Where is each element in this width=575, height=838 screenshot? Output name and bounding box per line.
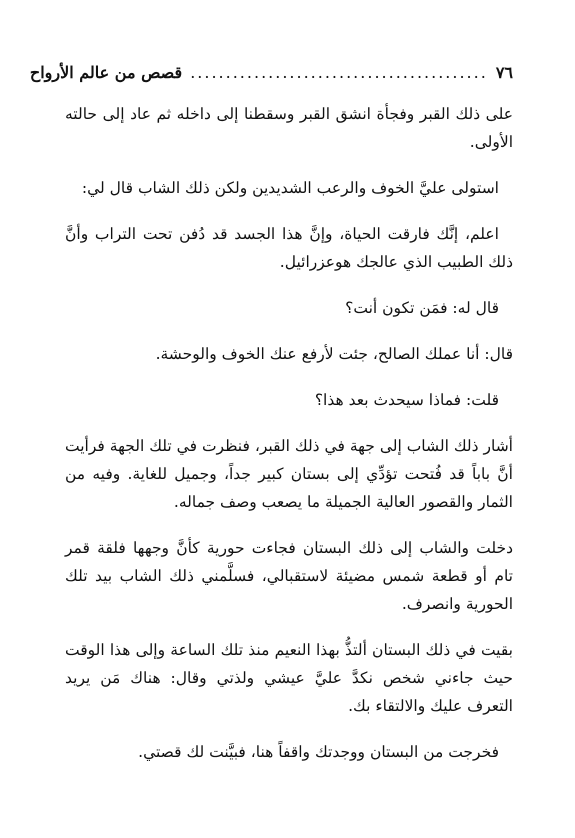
- header-leader-dots: ..........................................: [190, 63, 488, 82]
- paragraph: استولى عليَّ الخوف والرعب الشديدين ولكن ذلك الشاب قال لي:: [81, 179, 499, 197]
- paragraph: فخرجت من البستان ووجدتك واقفاً هنا، فبيَّنت لك قصتي.: [138, 743, 499, 761]
- paragraph: دخلت والشاب إلى ذلك البستان فجاءت حورية كأنَّ وجهها فلقة قمر تام أو قطعة شمس مضيئة لاستقبالي، فسلَّمني ذلك الشاب بيد تلك الحورية وانصرف.: [65, 539, 513, 613]
- page-number: ٧٦: [495, 63, 513, 82]
- paragraph: قلت: فماذا سيحدث بعد هذا؟: [314, 391, 499, 409]
- paragraph: اعلم، إنَّك فارقت الحياة، وإنَّ هذا الجسد قد دُفن تحت التراب وأنَّ ذلك الطبيب الذي عالجك هوعزرائيل.: [65, 225, 513, 271]
- running-title: قصص من عالم الأرواح: [29, 63, 183, 82]
- paragraph: بقيت في ذلك البستان ألتذُّ بهذا النعيم منذ تلك الساعة وإلى هذا الوقت حيث جاءني شخص نكدَّ عليَّ عيشي ولذتي وقال: هناك مَن يريد التعرف عليك والالتقاء بك.: [65, 641, 513, 715]
- paragraph: أشار ذلك الشاب إلى جهة في ذلك القبر، فنظرت في تلك الجهة فرأيت أنَّ باباً قد فُتحت تؤدِّي إلى بستان كبير جداً، وجميل للغاية. وفيه من الثمار والقصور العالية الجميلة ما يصعب وصف جماله.: [65, 437, 513, 511]
- page-body: [65, 100, 513, 766]
- page-header: [29, 60, 513, 86]
- paragraph: قال: أنا عملك الصالح، جئت لأرفع عنك الخوف والوحشة.: [155, 345, 513, 363]
- paragraph: قال له: فمَن تكون أنت؟: [345, 299, 499, 317]
- paragraph: على ذلك القبر وفجأة انشق القبر وسقطنا إلى داخله ثم عاد إلى حالته الأولى.: [65, 105, 513, 151]
